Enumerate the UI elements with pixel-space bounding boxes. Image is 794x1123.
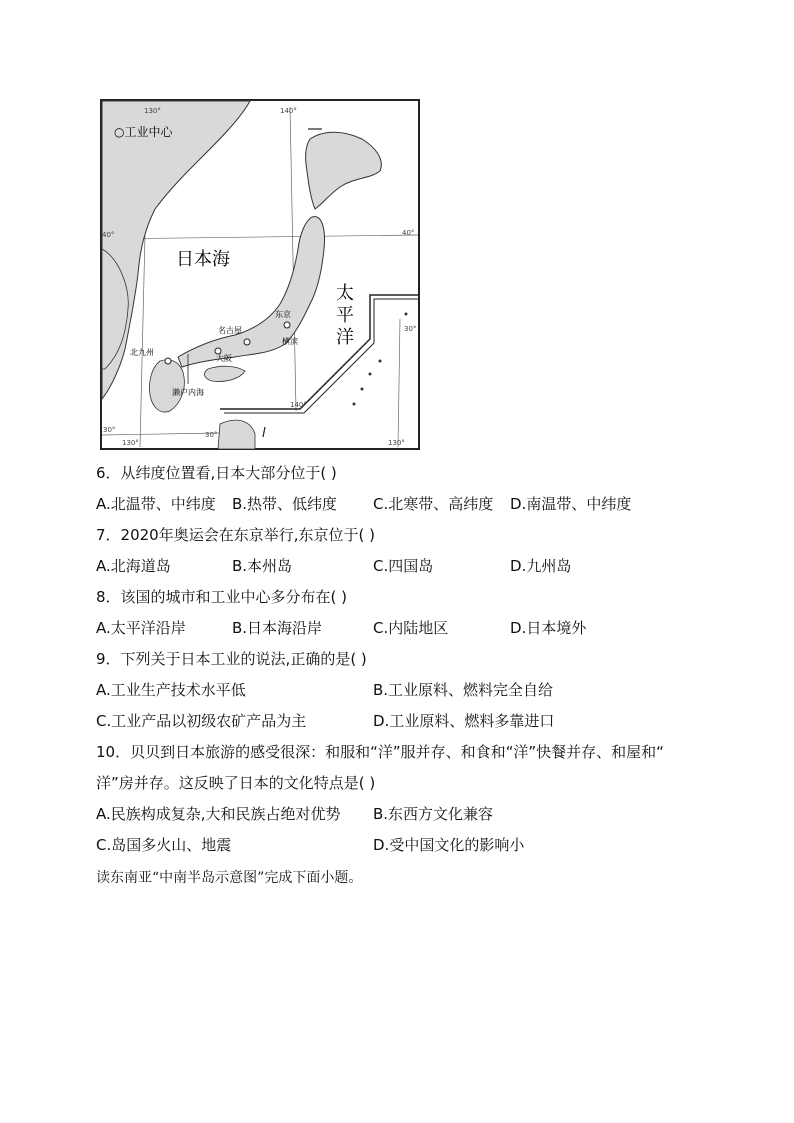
q6-option-c: C.北寒带、高纬度 [373,495,494,513]
question-8-stem: 8．该国的城市和工业中心多分布在( ) [96,588,348,606]
city-label-kitakyushu: 北九州 [130,348,154,357]
island-dot [369,373,372,376]
city-label-nagoya: 名古屋 [218,326,242,335]
lon-label-140-inset: 140° [290,401,307,409]
q10-option-c: C.岛国多火山、地震 [96,836,232,854]
city-label-osaka: 大阪 [216,354,232,363]
city-marker-tokyo [284,322,290,328]
city-marker-nagoya [244,339,250,345]
q9-option-b: B.工业原料、燃料完全自给 [373,681,554,699]
instruction-note: 读东南亚“中南半岛示意图”完成下面小题。 [96,870,363,886]
island-dot [361,388,364,391]
pacific-label-1: 太 [336,283,354,304]
question-7-stem: 7．2020年奥运会在东京举行,东京位于( ) [96,526,375,544]
lat-label-30-left: 30° [103,426,116,434]
question-10-stem-line1: 10．贝贝到日本旅游的感受很深：和服和“洋”服并存、和食和“洋”快餐并存、和屋和“ [96,743,664,761]
q7-option-b: B.本州岛 [232,557,293,575]
q9-option-c: C.工业产品以初级农矿产品为主 [96,712,307,730]
sea-of-japan-label: 日本海 [176,249,230,270]
lat-label-30-right: 30° [404,325,417,333]
lon-label-130-bottom: 130° [122,439,139,447]
pacific-label-3: 洋 [336,327,354,348]
lon-label-130-top: 130° [144,107,161,115]
lat-label-30-bottom: 30° [205,431,218,439]
q10-option-d: D.受中国文化的影响小 [373,836,525,854]
q10-option-b: B.东西方文化兼容 [373,805,494,823]
seto-label: 濑户内海 [172,388,204,397]
q7-option-d: D.九州岛 [510,557,572,575]
southern-landmass [218,420,255,449]
island-dot [353,403,356,406]
q8-option-b: B.日本海沿岸 [232,619,323,637]
q6-option-a: A.北温带、中纬度 [96,495,216,513]
city-marker-kitakyushu [165,358,171,364]
island-dot [405,313,408,316]
island-dot [379,360,382,363]
q8-option-c: C.内陆地区 [373,619,449,637]
q8-option-d: D.日本境外 [510,619,587,637]
question-9-stem: 9．下列关于日本工业的说法,正确的是( ) [96,650,367,668]
city-label-tokyo: 东京 [275,310,291,319]
q7-option-c: C.四国岛 [373,557,434,575]
q8-option-a: A.太平洋沿岸 [96,619,186,637]
lat-label-40-left: 40° [102,231,115,239]
question-6-stem: 6．从纬度位置看,日本大部分位于( ) [96,464,337,482]
q10-option-a: A.民族构成复杂,大和民族占绝对优势 [96,805,341,823]
japan-map [100,99,420,450]
legend-label: ○工业中心 [114,125,173,139]
q6-option-d: D.南温带、中纬度 [510,495,632,513]
question-10-stem-line2: 洋”房并存。这反映了日本的文化特点是( ) [96,774,376,792]
q6-option-b: B.热带、低纬度 [232,495,338,513]
lon-label-140-top: 140° [280,107,297,115]
pacific-label-2: 平 [336,305,354,326]
q9-option-a: A.工业生产技术水平低 [96,681,246,699]
q9-option-d: D.工业原料、燃料多靠进口 [373,712,555,730]
lat-label-40-right: 40° [402,229,415,237]
q7-option-a: A.北海道岛 [96,557,171,575]
lon-label-130-bottom-right: 130° [388,439,405,447]
city-label-yokohama: 横滨 [282,337,298,346]
